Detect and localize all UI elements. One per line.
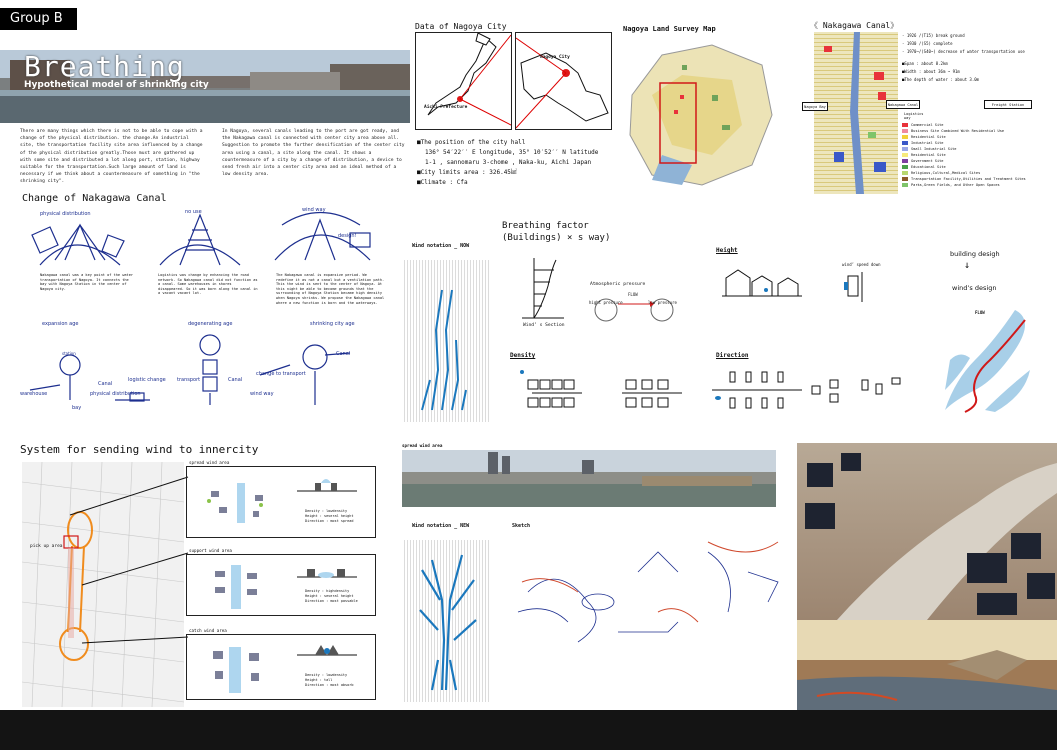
system-section-title: System for sending wind to innercity [20, 443, 259, 456]
density-text: Density : lowdensity [305, 673, 348, 677]
land-use-legend [902, 122, 1052, 188]
group-label: Group B [0, 8, 77, 30]
pressure-diagram [588, 292, 688, 322]
canal-note: - 1930 /(S5) complete [902, 41, 953, 47]
legend-label: Government Site [911, 159, 944, 163]
data-line: 136° 54′22′′ E longitude, 35° 10′52′′ N latitude [425, 149, 599, 156]
direction-text: Direction : most spread [305, 519, 354, 523]
render-aerial-art [797, 443, 1057, 620]
change-caption-2: Logistics was change by enhancing the road network. So Nakagawa canal did not function as a canal. Some warehouses in shores disappeared. So it was born along the canal in a vacant vacant lot. [158, 273, 258, 296]
legend-item [902, 182, 1052, 188]
render-ground-art [797, 620, 1057, 710]
sketch-label: shrinking city age [310, 321, 355, 327]
render-ground [797, 620, 1057, 710]
down-arrow-icon: ↓ [964, 260, 971, 271]
sketch-label: wind way [302, 207, 326, 213]
wind-speed-label: wind’ speed down [842, 262, 881, 267]
survey-map-title: Nagoya Land Survey Map [623, 25, 716, 33]
change-caption-3: The Nakagawa canal is expansive period. We redefine it as not a canal but a ventilation path. This the wind is sent to the center of Nagoya. At this night be able to become grounds that the surrounding of Nagoya Station became high density when Nagoya shrinks. We propose the Nakagawa canal where a new function is born and the waterways. [276, 273, 385, 305]
sketch-label: degenerating age [188, 321, 233, 327]
sketch-label: Sketch [512, 523, 531, 529]
wind-now-label: Wind notation _ NOW [412, 243, 470, 249]
catch-wind-panel [186, 628, 376, 700]
spread-panel-meta [305, 509, 353, 524]
page-subtitle: Hypothetical model of shrinking city [24, 80, 209, 90]
legend-swatch [902, 177, 908, 181]
canal-note: - 1970~/(S40~) decrease of water transportation use [902, 49, 1025, 55]
aichi-label: Aichi Prefecture [424, 105, 468, 110]
wind-section-art [520, 256, 568, 322]
legend-swatch [902, 123, 908, 127]
sketch-area [508, 532, 790, 662]
direction-art [712, 364, 917, 416]
data-line: ■The position of the city hall [417, 139, 526, 146]
sketch-label: physical distribution [40, 211, 91, 217]
sketch-label: station [62, 351, 76, 356]
sketch-art [508, 532, 790, 662]
legend-swatch [902, 159, 908, 163]
canal-note: - 1926 /(T15) break ground [902, 33, 965, 38]
legend-label: Educational Site [911, 165, 946, 169]
spread-wind-panel [186, 460, 376, 538]
wind-new-map [402, 540, 490, 702]
data-section-title: Data of Nagoya City [415, 22, 507, 31]
pressure-art [588, 292, 688, 322]
legend-label: Commercial Site [911, 123, 944, 127]
pick-up-label: pick up area [30, 544, 63, 549]
building-design-label: building desigh [950, 250, 1000, 258]
callout-bay: Nagoya Bay [802, 102, 828, 111]
sketch-panel-2 [160, 215, 240, 265]
legend-label: Residential Site [911, 135, 946, 139]
canal-notes [902, 32, 1052, 84]
wind-now-art [402, 260, 490, 422]
height-text: Height : tall [305, 678, 333, 682]
density-text: Density : lowdensity [305, 509, 348, 513]
data-lines [417, 138, 612, 188]
winds-design-label: wind’s design [952, 284, 997, 292]
survey-map [622, 35, 784, 193]
intro-right-text: In Nagoya, several canals leading to the port are got ready, and the Nakagawa canal is connected with center city area above all. Suggestion to promote the further densification of the center city area using a canal, a site along the canal. It shows a countermeasure of a city by a change of distribution, a device to send fresh air into a center city area and an ideal method of a low density area. [222, 129, 405, 178]
sketch-label: Canal [228, 377, 243, 383]
wind-design-diagram [935, 300, 1040, 415]
canal-note: ■Width : about 36m ~ 91m [902, 68, 960, 74]
direction-diagram [712, 364, 917, 416]
height-text: Height : several height [305, 514, 354, 518]
sketch-label: Canal [98, 381, 113, 387]
legend-swatch [902, 165, 908, 169]
sketch-label: wind way [250, 391, 274, 397]
render-aerial [797, 443, 1057, 620]
legend-swatch [902, 153, 908, 157]
wind-section-label: Wind’ s Section [523, 323, 565, 328]
sketch-bottom-row [30, 335, 350, 405]
wind-section-diagram [520, 256, 568, 322]
legend-label: Small Industrial Site [911, 147, 957, 151]
canal-map-art [814, 32, 898, 194]
sketch-label: warehouse [20, 391, 48, 397]
direction-text: Direction : most passable [305, 599, 358, 603]
canal-note: ■The depth of water : about 3.0m [902, 77, 980, 83]
nagoya-label: Nagoya City [540, 55, 570, 60]
support-wind-panel [186, 548, 376, 616]
high-pressure-label: hight pressure [589, 300, 623, 305]
legend-label: Residential Site [911, 153, 946, 157]
japan-map-art [416, 33, 511, 129]
canal-note: ■Span : about 8.2km [902, 60, 948, 66]
sketch-panel-1 [32, 225, 124, 265]
legend-swatch [902, 129, 908, 133]
breathing-factor-title [502, 220, 610, 244]
footer-band [0, 710, 1057, 750]
density-diagram [512, 366, 692, 416]
page-title: Breathing [24, 50, 185, 83]
height-art [722, 262, 882, 302]
legend-label: Religious,Cultural,Medical Sites [911, 171, 981, 175]
sketch-label: logistic change [128, 377, 166, 383]
density-art [512, 366, 692, 416]
legend-swatch [902, 135, 908, 139]
sketch-label: design! [338, 233, 357, 239]
catch-panel-meta [305, 673, 353, 688]
legend-label: Business Site Combined With Residential Use [911, 129, 1005, 133]
canal-change-sketch-art [20, 205, 390, 430]
wind-new-label: Wind notation _ NEW [412, 523, 470, 529]
breathing-title-1: Breathing factor [502, 221, 589, 231]
legend-label: Parks,Green Fields, and Other Open Spaces [911, 183, 1000, 187]
japan-map [415, 32, 512, 130]
flow-label-2: FLOW [975, 310, 985, 315]
data-line: ■Climate : Cfa [417, 179, 468, 186]
breathing-title-2: (Buildings) × s way) [502, 233, 611, 243]
direction-title: Direction [716, 352, 749, 359]
panel-title: spread wind area [189, 460, 230, 465]
direction-text: Direction : most absorb [305, 683, 354, 687]
callout-canal: Nakagawa Canal [886, 100, 920, 109]
legend-swatch [902, 141, 908, 145]
panel-title: support wind area [189, 548, 232, 553]
legend-swatch [902, 171, 908, 175]
intro-left-text: There are many things which there is not to be able to cope with a change of the physical distribution. the change.An industrial site, the transportation facility site area influenced by a change of the physical distribution greatly.Those must are gathered up with some site and distributed a lot along port, station, highway suitable for the transportation.Such large amount of land is necessary if we think about a countermeasure of something in "the shrinking city". [20, 129, 203, 185]
height-title: Height [716, 247, 738, 254]
support-panel-meta [305, 589, 358, 604]
callout-logistics: Logistics way [904, 112, 924, 120]
sketch-label: physical distribution [90, 391, 141, 397]
legend-label: Industrial Site [911, 141, 944, 145]
sketch-label: transport [177, 377, 201, 383]
aichi-map-art [516, 33, 611, 129]
panel-title: catch wind area [189, 628, 227, 633]
canal-change-sketches [20, 205, 390, 430]
data-line: ■City limits area : 326.45㎢ [417, 169, 517, 176]
wind-now-map [402, 260, 490, 422]
change-section-title: Change of Nakagawa Canal [22, 193, 167, 204]
sketch-label: change to transport [256, 371, 306, 377]
survey-map-art [622, 35, 784, 193]
pressure-label: Atmospheric pressure [590, 282, 646, 287]
sketch-label: Canal [336, 351, 351, 357]
callout-lines [60, 475, 190, 645]
flow-label: FLOW [628, 292, 638, 297]
canal-title: 《 Nakagawa Canal》 [810, 21, 899, 30]
spread-photo-label: spread wind area [402, 443, 443, 448]
sketch-label: expansion age [42, 321, 79, 327]
legend-swatch [902, 183, 908, 187]
density-title: Density [510, 352, 536, 359]
density-text: Density : highdensity [305, 589, 350, 593]
sketch-label: bay [72, 405, 82, 411]
legend-swatch [902, 147, 908, 151]
height-diagram [722, 262, 882, 302]
change-caption-1: Nakagawa canal was a key point of the water transportation of Nagoya. It connects the bay with Nagoya Station in the center of Nagoya city. [40, 273, 134, 291]
data-line: 1-1 , sannomaru 3-chome , Naka-ku, Aichi Japan [425, 159, 592, 166]
sketch-label: no use [185, 209, 202, 215]
panorama-art [402, 450, 776, 507]
low-pressure-label: low pressure [648, 300, 677, 305]
canal-panorama-photo [402, 450, 776, 507]
height-text: Height : several height [305, 594, 354, 598]
legend-label: Transportation Facility,Utilities and Treatment Sites [911, 177, 1026, 181]
wind-new-art [402, 540, 490, 702]
aichi-map [515, 32, 612, 130]
wind-design-art [935, 300, 1040, 415]
callout-freight: Freight Station [984, 100, 1032, 109]
